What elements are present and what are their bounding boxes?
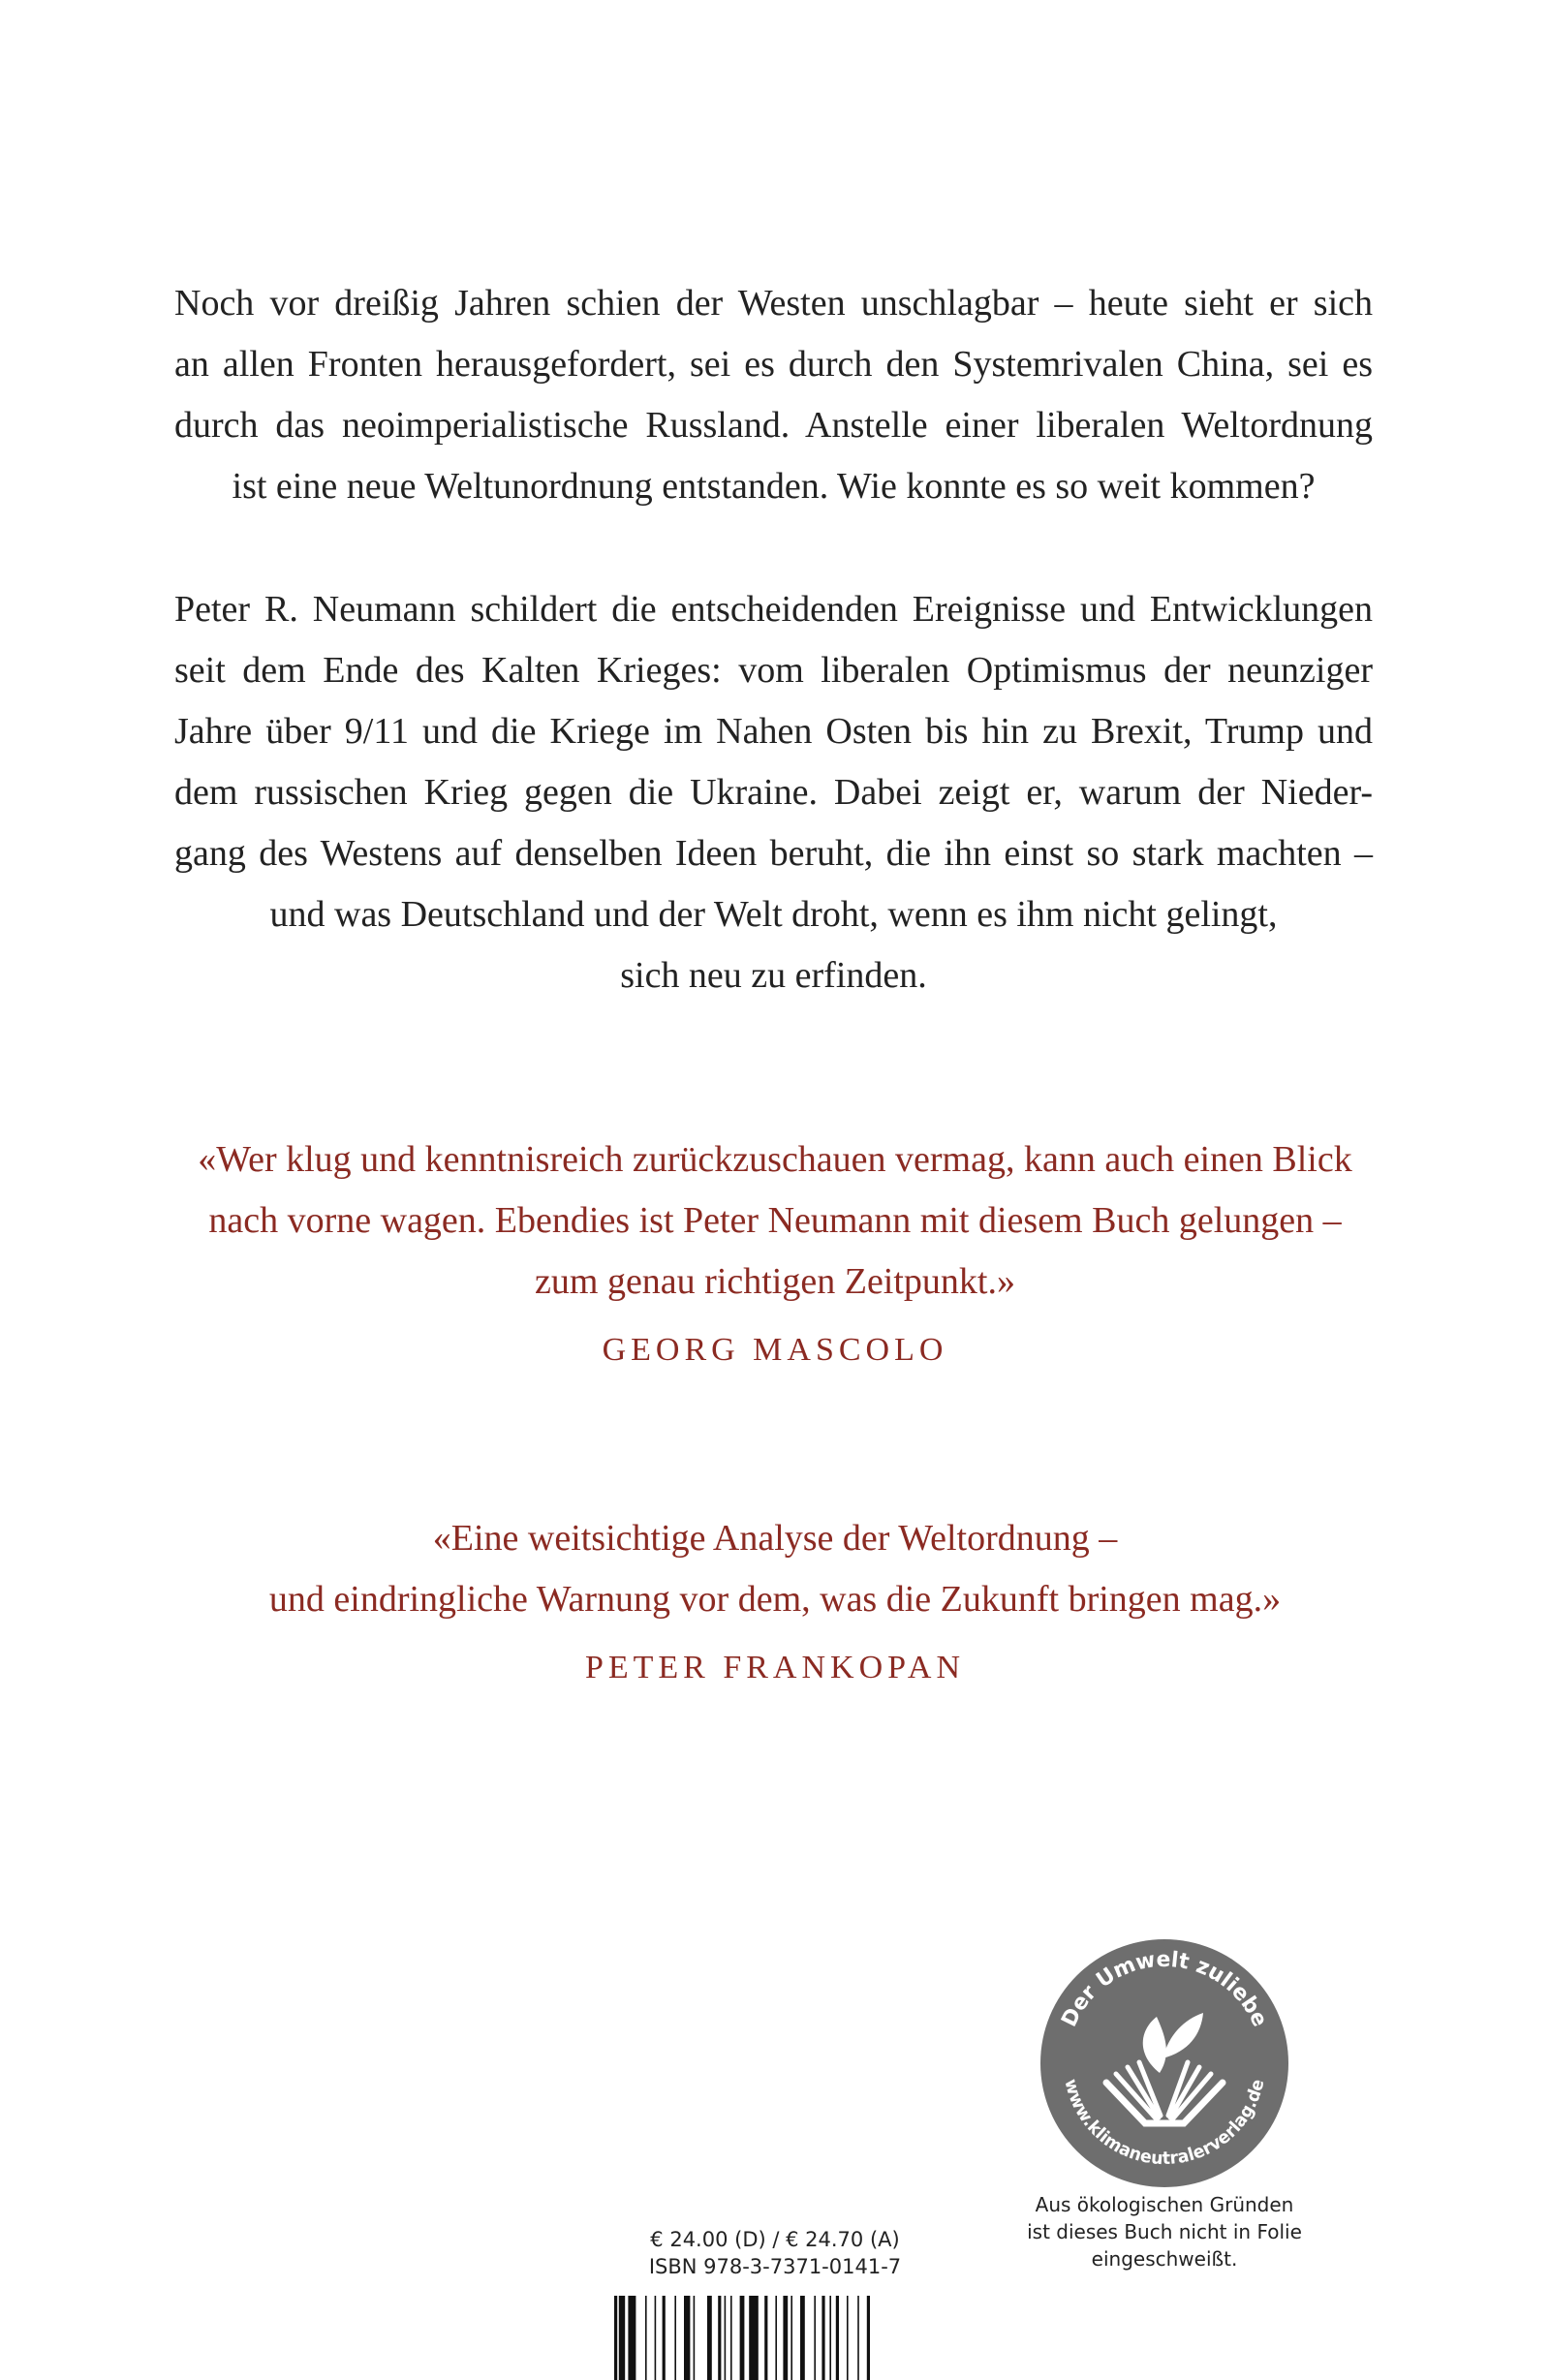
text-line: sich neu zu erfinden.	[620, 955, 927, 996]
barcode-bar	[628, 2296, 636, 2380]
barcode-bar	[725, 2296, 727, 2380]
quote-line: nach vorne wagen. Ebendies ist Peter Neumann mit diesem Buch gelungen –	[208, 1200, 1342, 1241]
caption-line: Aus ökologischen Gründen	[1035, 2193, 1294, 2216]
climate-neutral-seal-icon	[1038, 1937, 1290, 2189]
barcode-bar	[718, 2296, 721, 2380]
text-line: gang des Westens auf denselben Ideen beruht, die ihn einst so stark machten –	[174, 833, 1373, 874]
barcode-bar	[775, 2296, 777, 2380]
text-line: dem russischen Krieg gegen die Ukraine. Dabei zeigt er, warum der Nieder-	[174, 772, 1373, 813]
isbn-label: ISBN 978-3-7371-0141-7	[648, 2255, 902, 2278]
barcode-bar	[847, 2296, 849, 2380]
text-line: Peter R. Neumann schildert die entscheidenden Ereignisse und Entwicklungen	[174, 589, 1373, 630]
blurb-quote-2	[136, 1508, 1414, 1692]
barcode-bar	[783, 2296, 788, 2380]
barcode-bar	[730, 2296, 732, 2380]
barcode-bar	[749, 2296, 759, 2380]
barcode-bar	[619, 2296, 625, 2380]
barcode-bar	[867, 2296, 870, 2380]
text-line: an allen Fronten herausgefordert, sei es durch den Systemrivalen China, sei es	[174, 344, 1373, 385]
caption-line: eingeschweißt.	[1091, 2247, 1238, 2271]
text-line: und was Deutschland und der Welt droht, wenn es ihm nicht gelingt,	[269, 894, 1278, 935]
barcode-bar	[740, 2296, 745, 2380]
barcode-bar	[707, 2296, 712, 2380]
barcode-bar	[655, 2296, 657, 2380]
barcode-bar	[674, 2296, 676, 2380]
quote-author: GEORG MASCOLO	[602, 1332, 948, 1368]
text-line: durch das neoimperialistische Russland. Anstelle einer liberalen Weltordnung	[174, 405, 1373, 446]
barcode-bar	[829, 2296, 831, 2380]
seal-caption	[971, 2191, 1358, 2272]
barcode-bar	[822, 2296, 824, 2380]
description-paragraph-2	[174, 579, 1373, 1006]
barcode-bar	[800, 2296, 805, 2380]
caption-line: ist dieses Buch nicht in Folie	[1027, 2220, 1302, 2243]
quote-line: zum genau richtigen Zeitpunkt.»	[535, 1261, 1015, 1302]
barcode-bar	[790, 2296, 792, 2380]
seal-bottom-text: www.klimaneutralerverlag.de	[1060, 2077, 1269, 2170]
description-paragraph-1	[174, 273, 1373, 517]
barcode-bar	[814, 2296, 816, 2380]
barcode-bar	[694, 2296, 696, 2380]
text-line: Noch vor dreißig Jahren schien der Westen unschlagbar – heute sieht er sich	[174, 283, 1373, 324]
price-isbn-block	[581, 2226, 969, 2280]
quote-author: PETER FRANKOPAN	[584, 1650, 966, 1685]
barcode-bar	[684, 2296, 690, 2380]
barcode-bar	[857, 2296, 859, 2380]
seal-top-text: Der Umwelt zuliebe	[1057, 1947, 1272, 2031]
quote-line: und eindringliche Warnung vor dem, was die Zukunft bringen mag.»	[268, 1579, 1282, 1620]
quote-line: «Wer klug und kenntnisreich zurückzuschauen vermag, kann auch einen Blick	[198, 1139, 1352, 1180]
text-line: Jahre über 9/11 und die Kriege im Nahen Osten bis hin zu Brexit, Trump und	[174, 711, 1373, 752]
barcode-bar	[764, 2296, 767, 2380]
barcode	[612, 2296, 936, 2380]
blurb-quote-1	[136, 1129, 1414, 1375]
price-label: € 24.00 (D) / € 24.70 (A)	[650, 2228, 900, 2251]
text-line: ist eine neue Weltunordnung entstanden. Wie konnte es so weit kommen?	[232, 466, 1316, 507]
barcode-bar	[614, 2296, 617, 2380]
barcode-bar	[836, 2296, 839, 2380]
barcode-bar	[645, 2296, 647, 2380]
barcode-bar	[663, 2296, 666, 2380]
text-line: seit dem Ende des Kalten Krieges: vom liberalen Optimismus der neunziger	[174, 650, 1373, 691]
quote-line: «Eine weitsichtige Analyse der Weltordnung –	[432, 1518, 1118, 1559]
